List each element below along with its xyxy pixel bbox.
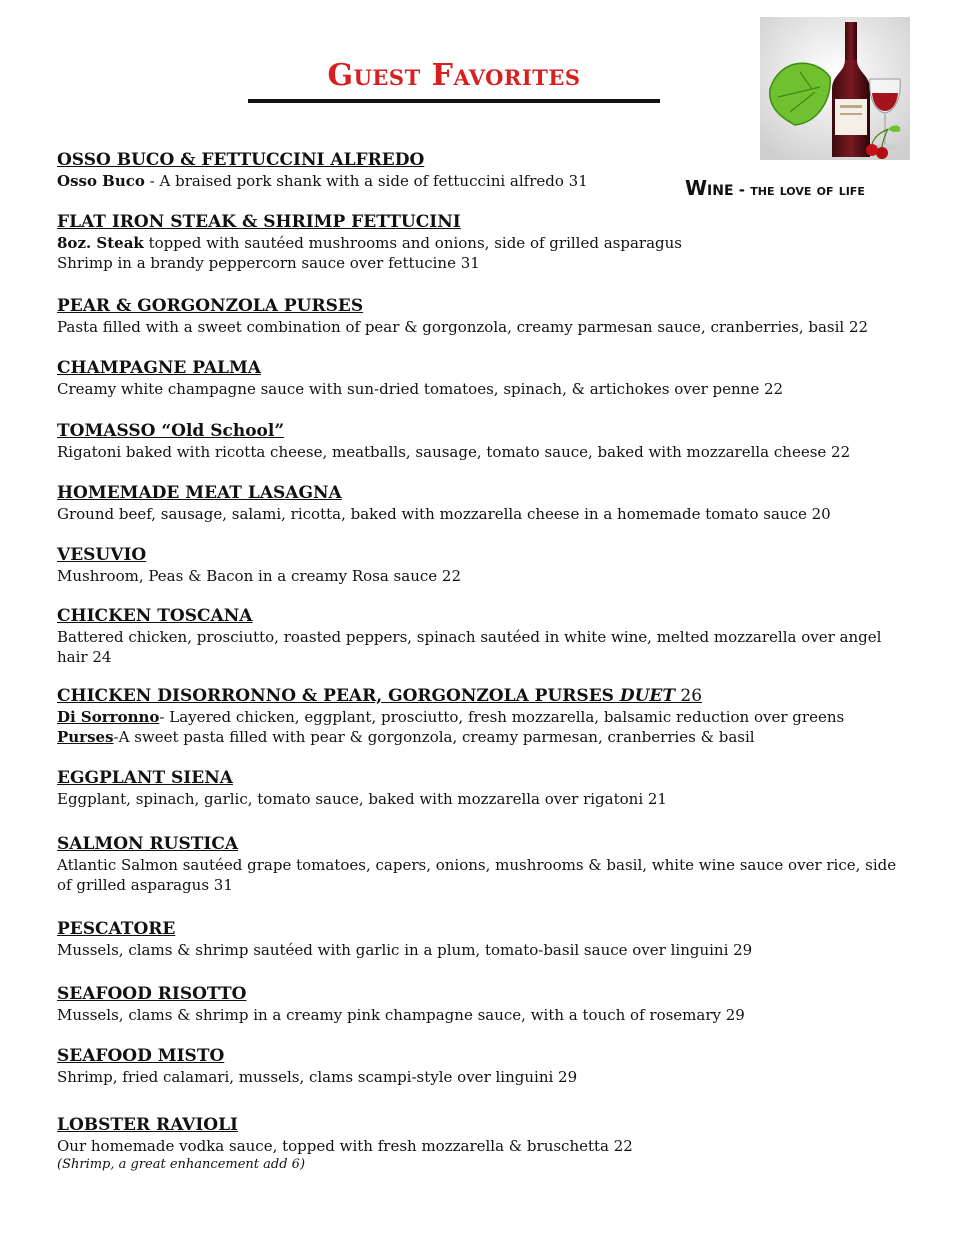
menu-item	[57, 1046, 897, 1087]
menu-item	[57, 686, 897, 747]
item-description: Pasta filled with a sweet combination of pear & gorgonzola, creamy parmesan sauce, cranberries, basil 22	[57, 318, 869, 336]
item-name: CHAMPAGNE PALMA	[57, 358, 261, 378]
item-description: Mussels, clams & shrimp in a creamy pink champagne sauce, with a touch of rosemary 29	[57, 1006, 745, 1024]
item-name: LOBSTER RAVIOLI	[57, 1115, 238, 1135]
page-title: Guest Favorites	[327, 58, 581, 93]
item-name: EGGPLANT SIENA	[57, 768, 233, 788]
item-price: 26	[675, 686, 703, 706]
item-description-line2: Shrimp in a brandy peppercorn sauce over fettucine 31	[57, 254, 480, 272]
item-lead: 8oz. Steak	[57, 234, 144, 252]
item-desc-text: topped with sautéed mushrooms and onions, side of grilled asparagus	[143, 234, 682, 252]
menu-item	[57, 984, 897, 1025]
menu-item	[57, 150, 897, 191]
item-description: Atlantic Salmon sautéed grape tomatoes, capers, onions, mushrooms & basil, white wine sauce over rice, side of grilled asparagus 31	[57, 856, 897, 894]
item-note: (Shrimp, a great enhancement add 6)	[57, 1157, 306, 1172]
menu-item	[57, 483, 897, 524]
item-name: TOMASSO “Old School”	[57, 421, 285, 441]
item-duet: DUET	[619, 686, 676, 706]
menu-item	[57, 768, 897, 809]
item-name: PESCATORE	[57, 919, 176, 939]
menu-item	[57, 606, 897, 667]
item-name: PEAR & GORGONZOLA PURSES	[57, 296, 364, 316]
item-description-line2	[57, 727, 897, 747]
item-lead: Purses	[57, 728, 114, 746]
menu-item	[57, 358, 897, 399]
item-description: Ground beef, sausage, salami, ricotta, baked with mozzarella cheese in a homemade tomato sauce 20	[57, 505, 831, 523]
item-name: CHICKEN TOSCANA	[57, 606, 253, 626]
title-underline	[248, 99, 660, 103]
item-description: Our homemade vodka sauce, topped with fresh mozzarella & bruschetta 22	[57, 1137, 633, 1155]
menu-item	[57, 919, 897, 960]
menu-item	[57, 212, 897, 273]
item-name: OSSO BUCO & FETTUCCINI ALFREDO	[57, 150, 425, 170]
item-name	[57, 686, 897, 707]
item-description: Mussels, clams & shrimp sautéed with garlic in a plum, tomato-basil sauce over linguini 29	[57, 941, 753, 959]
item-name: FLAT IRON STEAK & SHRIMP FETTUCINI	[57, 212, 461, 232]
item-description: Battered chicken, prosciutto, roasted peppers, spinach sautéed in white wine, melted mozzarella over angel hair 24	[57, 628, 882, 666]
item-desc-text: - A braised pork shank with a side of fettuccini alfredo 31	[144, 172, 588, 190]
item-name: HOMEMADE MEAT LASAGNA	[57, 483, 342, 503]
item-description	[57, 707, 897, 727]
wine-bottle-glass-grapes-icon	[760, 17, 910, 160]
item-description: Mushroom, Peas & Bacon in a creamy Rosa sauce 22	[57, 567, 461, 585]
item-name: SEAFOOD RISOTTO	[57, 984, 247, 1004]
item-name: SEAFOOD MISTO	[57, 1046, 225, 1066]
tagline-word: Wine	[685, 176, 734, 200]
item-lead: Di Sorronno	[57, 708, 160, 726]
menu-item	[57, 545, 897, 586]
item-desc-text: -A sweet pasta filled with pear & gorgonzola, creamy parmesan, cranberries & basil	[113, 728, 755, 746]
menu-item	[57, 1115, 897, 1174]
item-description: Creamy white champagne sauce with sun-dried tomatoes, spinach, & artichokes over penne 22	[57, 380, 784, 398]
item-description	[57, 233, 897, 253]
item-description: Eggplant, spinach, garlic, tomato sauce, baked with mozzarella over rigatoni 21	[57, 790, 667, 808]
item-description: Shrimp, fried calamari, mussels, clams scampi-style over linguini 29	[57, 1068, 578, 1086]
item-desc-text: - Layered chicken, eggplant, prosciutto, fresh mozzarella, balsamic reduction over greens	[159, 708, 845, 726]
menu-item	[57, 296, 897, 337]
item-name-text: CHICKEN DISORRONNO & PEAR, GORGONZOLA PURSES	[57, 686, 620, 706]
item-name: VESUVIO	[57, 545, 147, 565]
item-lead: Osso Buco	[57, 172, 145, 190]
item-description	[57, 171, 897, 191]
menu-item	[57, 834, 897, 895]
tagline-rest: - the love of life	[738, 181, 865, 199]
item-description: Rigatoni baked with ricotta cheese, meatballs, sausage, tomato sauce, baked with mozzarella cheese 22	[57, 443, 851, 461]
item-name: SALMON RUSTICA	[57, 834, 239, 854]
menu-item	[57, 421, 897, 462]
